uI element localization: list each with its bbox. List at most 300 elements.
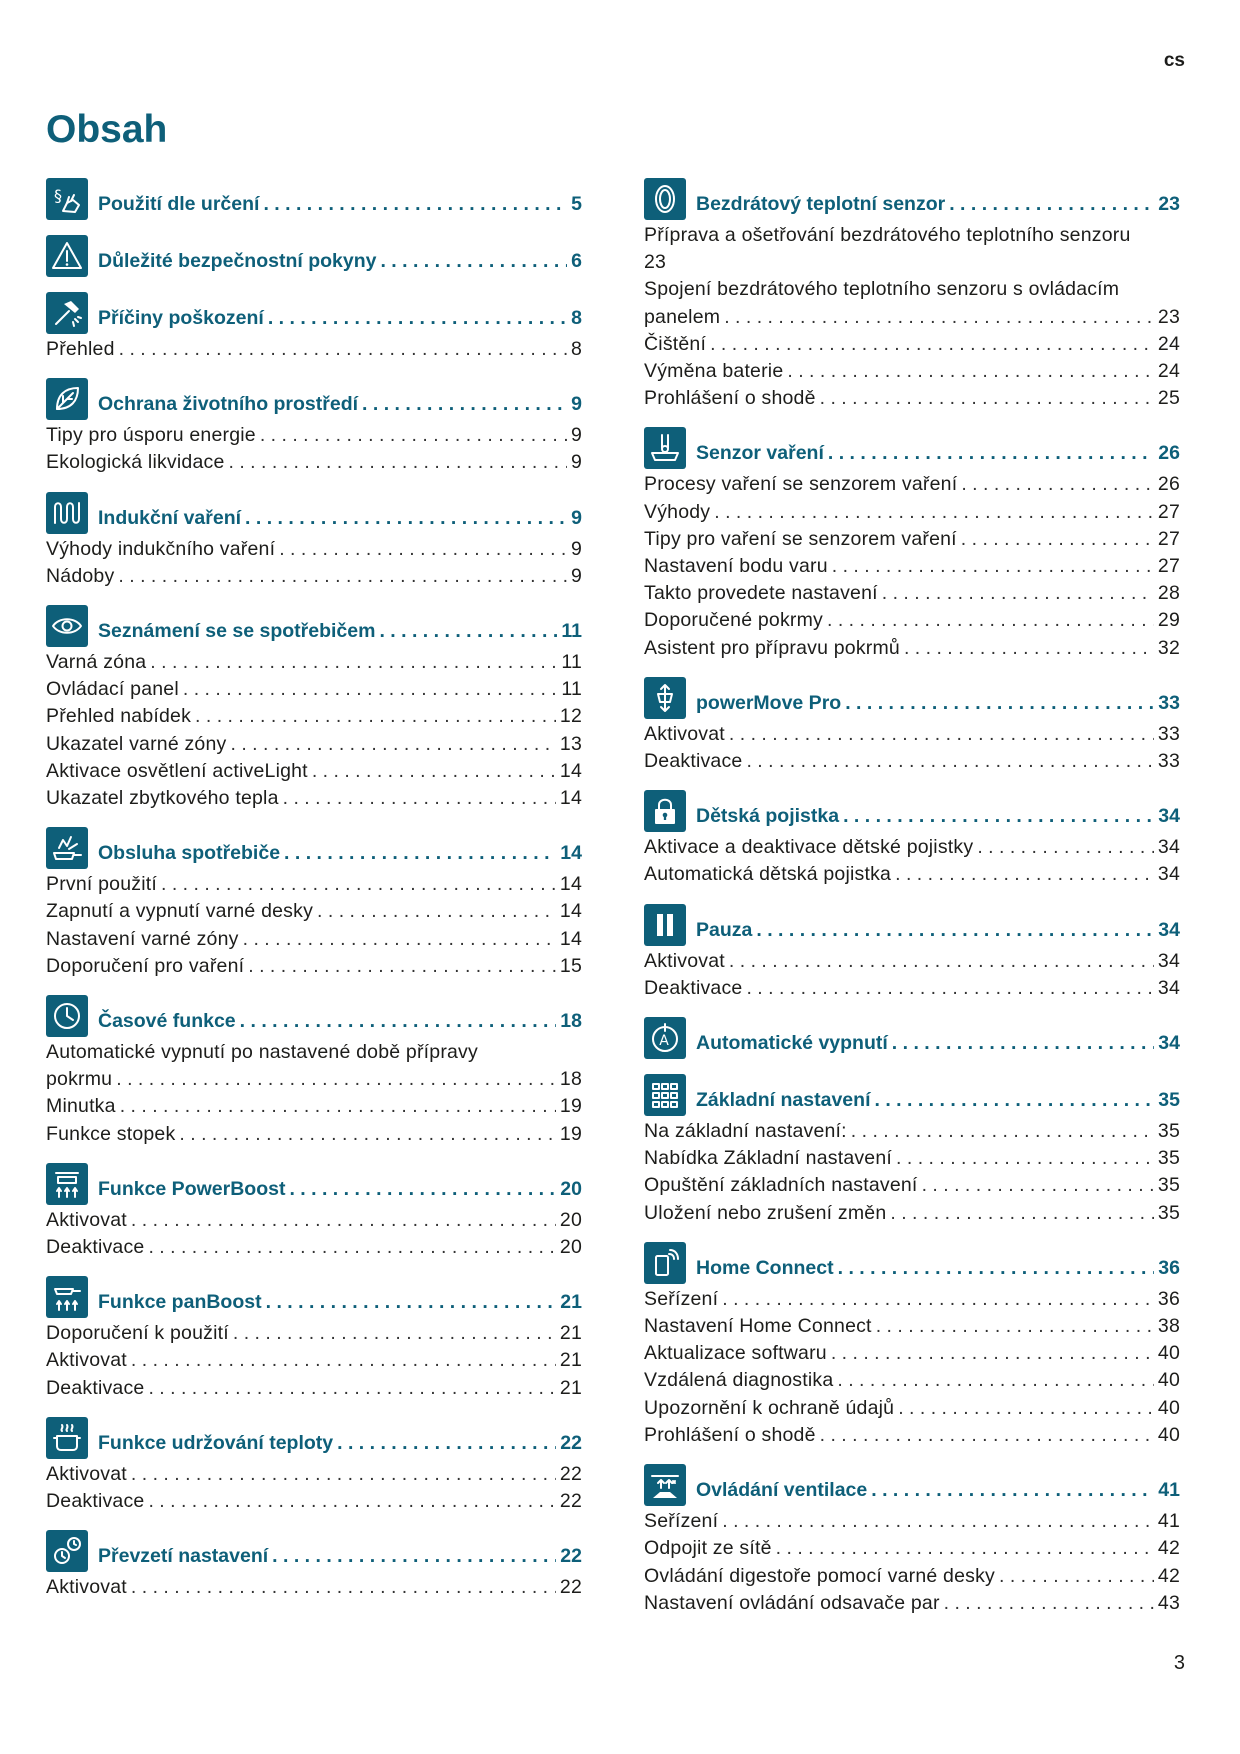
toc-entry[interactable]	[46, 1121, 582, 1148]
toc-entry[interactable]	[46, 703, 582, 730]
dot-leader	[961, 471, 1154, 498]
section-page-number: 14	[560, 842, 582, 865]
entry-title: Doporučení pro vaření	[46, 954, 245, 977]
section-title: powerMove Pro	[696, 691, 842, 714]
dot-leader	[284, 842, 556, 865]
toc-entry[interactable]	[46, 649, 582, 676]
entry-title: Seřízení	[644, 1287, 719, 1310]
entry-page-number: 9	[570, 424, 582, 447]
entry-page-number: 14	[559, 927, 582, 950]
entry-title: Prohlášení o shodě	[644, 1423, 816, 1446]
toc-entry[interactable]	[644, 834, 1180, 861]
entry-page-number: 14	[559, 759, 582, 782]
dot-leader	[131, 1461, 556, 1488]
dot-leader	[148, 1488, 555, 1515]
toc-section-heading[interactable]	[644, 902, 1180, 946]
warning-triangle-icon	[46, 235, 88, 277]
dot-leader	[838, 1257, 1155, 1280]
dot-leader	[312, 758, 556, 785]
transfer-settings-icon	[46, 1530, 88, 1572]
entry-title: Nastavení Home Connect	[644, 1315, 872, 1338]
dot-leader	[832, 553, 1154, 580]
toc-section-heading[interactable]	[46, 1161, 582, 1205]
toc-section-heading[interactable]	[644, 788, 1180, 832]
toc-entry[interactable]	[644, 948, 1180, 975]
entry-page-number: 21	[559, 1376, 582, 1399]
entry-title-continuation	[644, 249, 1180, 276]
dot-leader	[229, 449, 567, 476]
dot-leader	[116, 1066, 556, 1093]
lock-icon	[644, 790, 686, 832]
toc-section-heading[interactable]	[46, 233, 582, 277]
wireless-sensor-icon	[644, 178, 686, 220]
section-page-number: 41	[1158, 1479, 1180, 1502]
dot-leader	[898, 1395, 1154, 1422]
entry-title-cont: pokrmu	[46, 1068, 113, 1091]
entry-page-number: 42	[1157, 1537, 1180, 1560]
toc-section	[46, 290, 582, 363]
toc-entry[interactable]	[46, 758, 582, 785]
toc-entry[interactable]	[46, 422, 582, 449]
section-title: Senzor vaření	[696, 442, 824, 465]
entry-title-cont: 23	[644, 251, 667, 274]
dot-leader	[120, 1093, 556, 1120]
entry-page-number: 35	[1157, 1120, 1180, 1143]
section-page-number: 11	[561, 620, 582, 643]
dot-leader	[895, 861, 1154, 888]
entry-page-number: 9	[570, 537, 582, 560]
section-title: Pauza	[696, 918, 753, 941]
cooking-sensor-icon	[644, 427, 686, 469]
entry-page-number: 15	[559, 954, 582, 977]
dot-leader	[729, 721, 1154, 748]
dot-leader	[248, 953, 556, 980]
section-page-number: 36	[1158, 1256, 1180, 1279]
toc-section-heading[interactable]	[46, 290, 582, 334]
toc-section-heading[interactable]	[644, 675, 1180, 719]
dot-leader	[179, 1121, 555, 1148]
dot-leader	[266, 1291, 557, 1314]
dot-leader	[289, 1178, 556, 1201]
entry-page-number: 35	[1157, 1174, 1180, 1197]
section-page-number: 21	[560, 1291, 582, 1314]
hammer-damage-icon	[46, 292, 88, 334]
clock-icon	[46, 995, 88, 1037]
entry-title: Varná zóna	[46, 651, 147, 674]
entry-title: Nádoby	[46, 564, 115, 587]
entry-title: Odpojit ze sítě	[644, 1537, 772, 1560]
toc-section	[644, 1015, 1180, 1059]
hand-pan-icon	[46, 827, 88, 869]
toc-entry[interactable]	[644, 1590, 1180, 1617]
section-title: Ochrana životního prostředí	[98, 393, 359, 416]
entry-page-number: 35	[1157, 1201, 1180, 1224]
toc-entry[interactable]	[644, 1395, 1180, 1422]
toc-entry[interactable]	[644, 385, 1180, 412]
entry-title: Příprava a ošetřování bezdrátového teplotního senzoru	[644, 224, 1131, 246]
dot-leader	[243, 926, 556, 953]
toc-entry[interactable]	[46, 336, 582, 363]
toc-entry[interactable]	[644, 471, 1180, 498]
dot-leader	[233, 1320, 556, 1347]
entry-title: Minutka	[46, 1095, 116, 1118]
dot-leader	[714, 499, 1154, 526]
toc-section	[46, 1528, 582, 1601]
toc-section-heading[interactable]	[644, 176, 1180, 220]
dot-leader	[724, 304, 1154, 331]
entry-page-number: 22	[559, 1462, 582, 1485]
entry-title: Spojení bezdrátového teplotního senzoru s ovládacím	[644, 278, 1120, 301]
dot-leader	[337, 1432, 556, 1455]
toc-section	[644, 675, 1180, 775]
toc-entry[interactable]	[644, 1172, 1180, 1199]
section-page-number: 22	[560, 1431, 582, 1454]
section-page-number: 5	[571, 193, 582, 215]
entry-title: Ovládání digestoře pomocí varné desky	[644, 1564, 996, 1587]
section-page-number: 35	[1158, 1089, 1180, 1112]
entry-page-number: 33	[1157, 722, 1180, 745]
section-title: Časové funkce	[98, 1010, 236, 1033]
toc-section-heading[interactable]	[644, 1462, 1180, 1506]
entry-title: Aktivovat	[644, 949, 725, 972]
section-title: Převzetí nastavení	[98, 1545, 269, 1568]
toc-entry[interactable]	[46, 785, 582, 812]
entry-title: Výhody	[644, 500, 711, 523]
entry-page-number: 26	[1157, 473, 1180, 496]
entry-page-number: 38	[1157, 1315, 1180, 1338]
entry-page-number: 40	[1157, 1396, 1180, 1419]
section-page-number: 34	[1158, 918, 1180, 941]
toc-section	[46, 603, 582, 812]
section-title: Příčiny poškození	[98, 307, 264, 329]
toc-entry[interactable]	[46, 1574, 582, 1601]
entry-title: Deaktivace	[644, 976, 743, 999]
toc-entry[interactable]	[644, 607, 1180, 634]
leaf-environment-icon	[46, 378, 88, 420]
section-title: Home Connect	[696, 1256, 834, 1279]
induction-coil-icon	[46, 492, 88, 534]
dot-leader	[922, 1172, 1154, 1199]
dot-leader	[874, 1089, 1154, 1112]
toc-section-heading[interactable]	[46, 490, 582, 534]
dot-leader	[896, 1145, 1154, 1172]
entry-title: Automatické vypnutí po nastavené době přípravy	[46, 1041, 478, 1064]
dot-leader	[961, 526, 1154, 553]
toc-entry[interactable]	[644, 635, 1180, 662]
toc-entry[interactable]	[644, 276, 1180, 330]
toc-section	[644, 902, 1180, 1002]
toc-entry[interactable]	[46, 1234, 582, 1261]
toc-entry[interactable]	[644, 222, 1180, 276]
dot-leader	[756, 919, 1154, 942]
eye-icon	[46, 605, 88, 647]
entry-title: Procesy vaření se senzorem vaření	[644, 473, 958, 496]
entry-title: Asistent pro přípravu pokrmů	[644, 636, 900, 659]
entry-page-number: 13	[559, 732, 582, 755]
dot-leader	[150, 649, 557, 676]
toc-section	[46, 1274, 582, 1402]
section-page-number: 33	[1158, 691, 1180, 714]
toc-section-heading[interactable]	[46, 176, 582, 220]
toc-section	[46, 993, 582, 1148]
entry-title: Tipy pro úsporu energie	[46, 424, 256, 447]
dot-leader	[245, 507, 567, 530]
entry-title: Deaktivace	[46, 1376, 145, 1399]
entry-page-number: 24	[1157, 332, 1180, 355]
section-title: Dětská pojistka	[696, 805, 840, 828]
entry-title: Ukazatel varné zóny	[46, 732, 227, 755]
entry-page-number: 22	[559, 1490, 582, 1513]
entry-title: Opuštění základních nastavení	[644, 1174, 918, 1197]
toc-section-heading[interactable]	[46, 825, 582, 869]
entry-page-number: 14	[559, 787, 582, 810]
toc-section-heading[interactable]	[644, 425, 1180, 469]
entry-title: Nabídka Základní nastavení	[644, 1147, 893, 1170]
toc-entry[interactable]	[644, 1340, 1180, 1367]
section-title: Indukční vaření	[98, 506, 242, 529]
toc-entry[interactable]	[644, 861, 1180, 888]
toc-entry[interactable]	[46, 563, 582, 590]
toc-section	[46, 233, 582, 277]
entry-page-number: 28	[1157, 582, 1180, 605]
entry-page-number: 20	[559, 1208, 582, 1231]
entry-page-number: 11	[561, 651, 582, 674]
entry-title: Zapnutí a vypnutí varné desky	[46, 900, 314, 923]
dot-leader	[195, 703, 556, 730]
toc-entry[interactable]	[644, 1313, 1180, 1340]
dot-leader	[379, 620, 557, 643]
toc-entry[interactable]	[644, 1508, 1180, 1535]
entry-page-number: 34	[1157, 976, 1180, 999]
toc-entry[interactable]	[644, 721, 1180, 748]
entry-page-number: 19	[559, 1095, 582, 1118]
toc-section-heading[interactable]	[46, 993, 582, 1037]
entry-title: Nastavení bodu varu	[644, 555, 828, 578]
entry-title: První použití	[46, 873, 157, 896]
toc-entry[interactable]	[46, 731, 582, 758]
dot-leader	[843, 805, 1154, 828]
toc-entry[interactable]	[46, 536, 582, 563]
entry-page-number: 36	[1157, 1287, 1180, 1310]
entry-title: Výměna baterie	[644, 360, 784, 383]
dot-leader	[279, 536, 567, 563]
toc-section-heading[interactable]	[46, 603, 582, 647]
entry-title: Aktivovat	[46, 1462, 127, 1485]
entry-page-number: 34	[1157, 836, 1180, 859]
toc-entry[interactable]	[46, 953, 582, 980]
toc-entry[interactable]	[644, 553, 1180, 580]
section-page-number: 34	[1158, 805, 1180, 828]
entry-page-number: 27	[1157, 500, 1180, 523]
section-page-number: 18	[560, 1010, 582, 1033]
toc-section	[46, 1161, 582, 1261]
dot-leader	[845, 692, 1154, 715]
toc-entry[interactable]	[46, 1461, 582, 1488]
toc-entry[interactable]	[644, 526, 1180, 553]
toc-entry[interactable]	[46, 1488, 582, 1515]
dot-leader	[118, 563, 567, 590]
toc-entry[interactable]	[644, 1286, 1180, 1313]
toc-entry[interactable]	[644, 1200, 1180, 1227]
toc-section-heading[interactable]	[644, 1015, 1180, 1059]
entry-page-number: 40	[1157, 1369, 1180, 1392]
dot-leader	[263, 193, 567, 216]
entry-title: Vzdálená diagnostika	[644, 1369, 834, 1392]
dot-leader	[787, 358, 1154, 385]
entry-title: Uložení nebo zrušení změn	[644, 1201, 887, 1224]
entry-title: Na základní nastavení:	[644, 1120, 847, 1143]
toc-entry[interactable]	[644, 1535, 1180, 1562]
section-title: Seznámení se se spotřebičem	[98, 620, 376, 643]
dot-leader	[148, 1375, 555, 1402]
toc-entry[interactable]	[644, 748, 1180, 775]
toc-section	[644, 1462, 1180, 1617]
toc-entry[interactable]	[46, 1347, 582, 1374]
toc-section	[46, 1415, 582, 1515]
toc-entry[interactable]	[46, 449, 582, 476]
entry-page-number: 23	[1157, 305, 1180, 328]
entry-page-number: 35	[1157, 1147, 1180, 1170]
toc-entry[interactable]	[46, 1320, 582, 1347]
entry-title: Prohlášení o shodě	[644, 387, 816, 410]
toc-entry[interactable]	[46, 926, 582, 953]
toc-entry[interactable]	[644, 331, 1180, 358]
entry-page-number: 27	[1157, 555, 1180, 578]
section-title: Funkce panBoost	[98, 1291, 262, 1314]
dot-leader	[272, 1545, 556, 1568]
toc-section	[644, 1072, 1180, 1227]
toc-entry[interactable]	[46, 898, 582, 925]
auto-off-icon	[644, 1017, 686, 1059]
toc-section	[644, 425, 1180, 661]
toc-section	[644, 176, 1180, 412]
entry-page-number: 8	[570, 338, 582, 360]
entry-title-cont: panelem	[644, 305, 721, 328]
entry-title: Deaktivace	[46, 1236, 145, 1259]
toc-section-heading[interactable]	[46, 376, 582, 420]
toc-section-heading[interactable]	[46, 1274, 582, 1318]
toc-column-left	[46, 176, 582, 1614]
section-title: Důležité bezpečnostní pokyny	[98, 250, 377, 272]
section-title: Automatické vypnutí	[696, 1032, 888, 1055]
section-page-number: 9	[571, 506, 582, 529]
section-title: Ovládání ventilace	[696, 1479, 868, 1502]
dot-leader	[882, 580, 1154, 607]
dot-leader	[283, 785, 556, 812]
entry-title: Nastavení varné zóny	[46, 927, 239, 950]
toc-entry[interactable]	[644, 1422, 1180, 1449]
dot-leader	[729, 948, 1154, 975]
entry-title: Přehled nabídek	[46, 705, 192, 728]
toc-entry[interactable]	[46, 1093, 582, 1120]
dot-leader	[828, 442, 1154, 465]
keep-warm-pot-icon	[46, 1417, 88, 1459]
dot-leader	[892, 1032, 1155, 1055]
dot-leader	[827, 607, 1154, 634]
toc-entry[interactable]	[46, 676, 582, 703]
entry-page-number: 34	[1157, 949, 1180, 972]
dot-leader	[871, 1479, 1154, 1502]
toc-section	[644, 1240, 1180, 1449]
dot-leader	[240, 1010, 557, 1033]
dot-leader	[776, 1535, 1154, 1562]
dot-leader	[317, 898, 556, 925]
toc-section-heading[interactable]	[46, 1415, 582, 1459]
dot-leader	[904, 635, 1154, 662]
dot-leader	[977, 834, 1154, 861]
entry-title: Doporučení k použití	[46, 1322, 229, 1345]
toc-entry[interactable]	[644, 1563, 1180, 1590]
toc-entry[interactable]	[644, 580, 1180, 607]
entry-page-number: 9	[570, 451, 582, 474]
toc-entry[interactable]	[46, 871, 582, 898]
toc-section-heading[interactable]	[644, 1072, 1180, 1116]
entry-page-number: 25	[1157, 387, 1180, 410]
toc-entry[interactable]	[644, 358, 1180, 385]
entry-page-number: 34	[1157, 863, 1180, 886]
toc-entry[interactable]	[644, 1145, 1180, 1172]
entry-title: Nastavení ovládání odsavače par	[644, 1591, 940, 1614]
dot-leader	[710, 331, 1154, 358]
dot-leader	[949, 193, 1154, 216]
dot-leader	[260, 422, 567, 449]
entry-title-continuation	[644, 304, 1180, 331]
section-page-number: 6	[571, 250, 582, 272]
toc-entry[interactable]	[46, 1207, 582, 1234]
entry-page-number: 24	[1157, 360, 1180, 383]
entry-title: Čištění	[644, 332, 707, 355]
toc-entry[interactable]	[644, 1118, 1180, 1145]
section-title: Obsluha spotřebiče	[98, 842, 281, 865]
toc-entry[interactable]	[46, 1039, 582, 1093]
dot-leader	[131, 1574, 556, 1601]
toc-section-heading[interactable]	[46, 1528, 582, 1572]
dot-leader	[183, 676, 557, 703]
entry-title: Deaktivace	[644, 750, 743, 773]
toc-entry[interactable]	[644, 975, 1180, 1002]
section-title: Funkce PowerBoost	[98, 1177, 286, 1200]
entry-title: Upozornění k ochraně údajů	[644, 1396, 895, 1419]
page-number: 3	[1173, 1652, 1185, 1674]
dot-leader	[876, 1313, 1154, 1340]
entry-title: Aktivovat	[46, 1576, 127, 1599]
dot-leader	[851, 1118, 1154, 1145]
toc-section-heading[interactable]	[644, 1240, 1180, 1284]
toc-entry[interactable]	[644, 499, 1180, 526]
section-page-number: 23	[1158, 193, 1180, 215]
entry-page-number: 43	[1157, 1591, 1180, 1614]
dot-leader	[746, 748, 1153, 775]
toc-entry[interactable]	[644, 1367, 1180, 1394]
section-title: Základní nastavení	[696, 1089, 871, 1112]
entry-title: Přehled	[46, 338, 115, 360]
entry-title: Aktivovat	[46, 1349, 127, 1372]
entry-title: Ekologická likvidace	[46, 451, 225, 474]
entry-title: Seřízení	[644, 1510, 719, 1533]
entry-page-number: 20	[559, 1236, 582, 1259]
entry-title: Aktualizace softwaru	[644, 1342, 827, 1365]
dot-leader	[890, 1200, 1154, 1227]
toc-entry[interactable]	[46, 1375, 582, 1402]
entry-page-number: 14	[559, 873, 582, 896]
dot-leader	[131, 1207, 556, 1234]
section-title: Použití dle určení	[98, 193, 260, 215]
section-page-number: 9	[571, 393, 582, 416]
home-connect-icon	[644, 1242, 686, 1284]
dot-leader	[119, 336, 567, 363]
entry-title: Aktivovat	[644, 722, 725, 745]
dot-leader	[944, 1590, 1154, 1617]
